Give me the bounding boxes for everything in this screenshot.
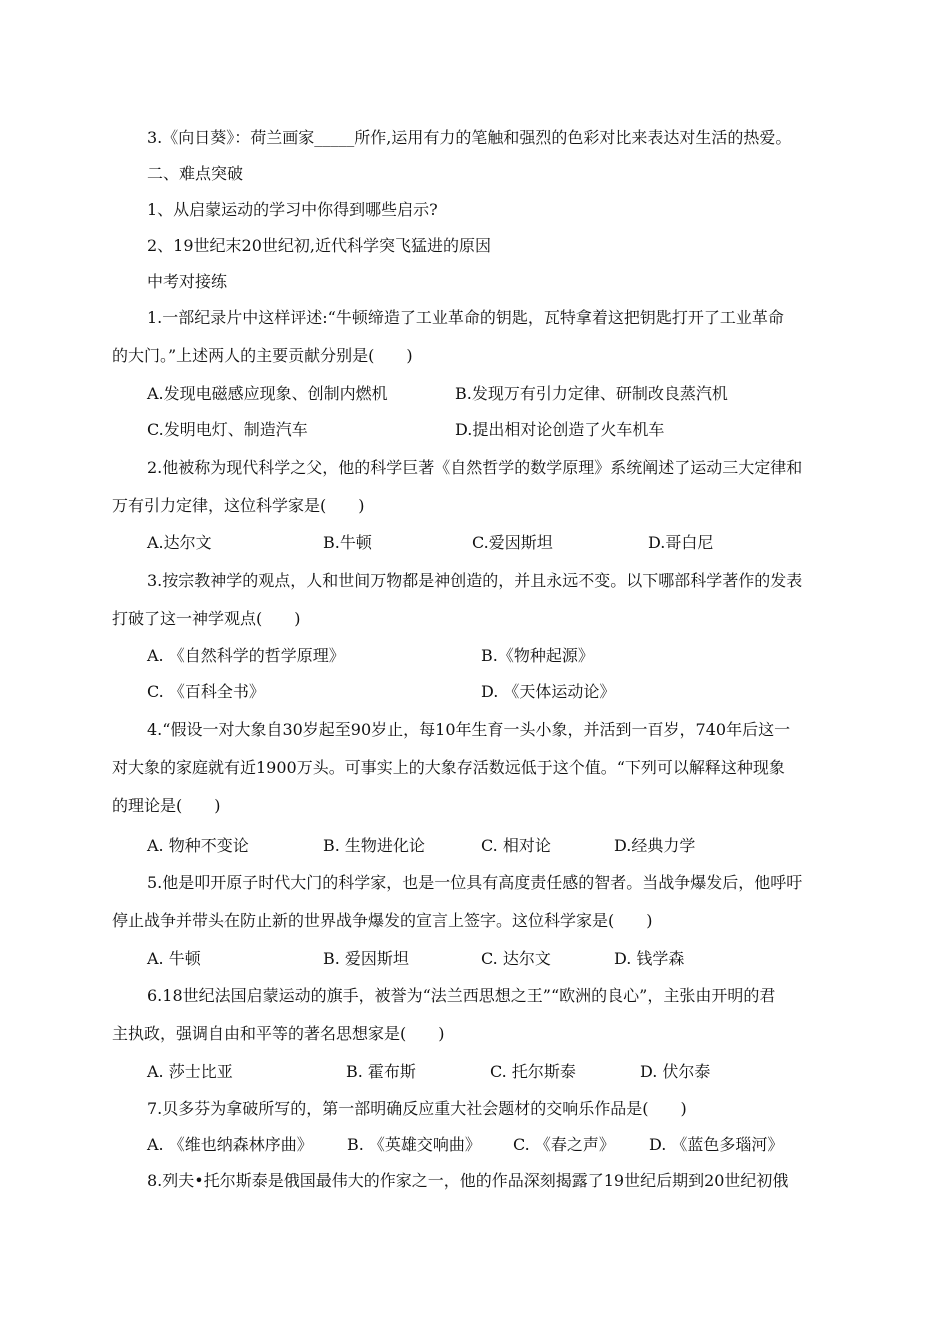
question-2-option-a: A.达尔文 [147, 533, 212, 552]
question-3-option-a: A. 《自然科学的哲学原理》 [147, 646, 345, 665]
question-4-option-c: C. 相对论 [481, 836, 551, 855]
question-1-option-b: B.发现万有引力定律、研制改良蒸汽机 [455, 384, 728, 403]
question-5-stem-cont: 停止战争并带头在防止新的世界战争爆发的宣言上签字。这位科学家是( ) [112, 911, 653, 930]
question-2-stem-cont: 万有引力定律，这位科学家是( ) [112, 496, 365, 515]
question-6-option-c: C. 托尔斯泰 [490, 1062, 576, 1081]
question-7-option-b: B. 《英雄交响曲》 [347, 1135, 481, 1154]
question-2-option-c: C.爱因斯坦 [472, 533, 553, 552]
question-1-stem-cont: 的大门。”上述两人的主要贡献分别是( ) [112, 346, 413, 365]
practice-heading: 中考对接练 [147, 272, 228, 291]
question-6-option-d: D. 伏尔泰 [640, 1062, 711, 1081]
question-3-option-d: D. 《天体运动论》 [481, 682, 616, 701]
question-3-option-b: B.《物种起源》 [481, 646, 594, 665]
question-6-stem: 6.18世纪法国启蒙运动的旗手，被誉为“法兰西思想之王”“欧洲的良心”，主张由开明的君 [147, 986, 776, 1005]
question-2-stem: 2.他被称为现代科学之父，他的科学巨著《自然哲学的数学原理》系统阐述了运动三大定律和 [147, 458, 803, 477]
question-5-option-a: A. 牛顿 [147, 949, 201, 968]
question-3-option-c: C. 《百科全书》 [147, 682, 265, 701]
question-4-stem: 4.“假设一对大象自30岁起至90岁止，每10年生育一头小象，并活到一百岁，740年后这一 [147, 720, 791, 739]
question-4-stem-cont-2: 的理论是( ) [112, 796, 221, 815]
question-5-option-d: D. 钱学森 [614, 949, 685, 968]
question-6-option-a: A. 莎士比亚 [147, 1062, 233, 1081]
question-6-option-b: B. 霍布斯 [346, 1062, 416, 1081]
question-4-stem-cont: 对大象的家庭就有近1900万头。可事实上的大象存活数远低于这个值。“下列可以解释这种现象 [112, 758, 785, 777]
sunflower-question: 3.《向日葵》：荷兰画家_____所作,运用有力的笔触和强烈的色彩对比来表达对生活的热爱。 [147, 128, 792, 147]
question-3-stem-cont: 打破了这一神学观点( ) [112, 609, 301, 628]
question-1-option-c: C.发明电灯、制造汽车 [147, 420, 308, 439]
difficulty-item-2: 2、19世纪末20世纪初,近代科学突飞猛进的原因 [147, 236, 491, 255]
question-5-option-b: B. 爱因斯坦 [323, 949, 409, 968]
question-1-stem: 1.一部纪录片中这样评述:“牛顿缔造了工业革命的钥匙，瓦特拿着这把钥匙打开了工业革命 [147, 308, 784, 327]
section-heading: 二、难点突破 [147, 164, 244, 183]
question-7-option-c: C. 《春之声》 [513, 1135, 615, 1154]
question-7-option-a: A. 《维也纳森林序曲》 [147, 1135, 313, 1154]
question-7-stem: 7.贝多芬为拿破所写的，第一部明确反应重大社会题材的交响乐作品是( ) [147, 1099, 687, 1118]
question-8-stem: 8.列夫•托尔斯泰是俄国最伟大的作家之一，他的作品深刻揭露了19世纪后期到20世纪初俄 [147, 1171, 789, 1190]
question-2-option-d: D.哥白尼 [648, 533, 714, 552]
question-5-stem: 5.他是叩开原子时代大门的科学家，也是一位具有高度责任感的智者。当战争爆发后，他呼吁 [147, 873, 803, 892]
question-4-option-d: D.经典力学 [614, 836, 696, 855]
question-7-option-d: D. 《蓝色多瑙河》 [649, 1135, 784, 1154]
question-5-option-c: C. 达尔文 [481, 949, 551, 968]
question-6-stem-cont: 主执政，强调自由和平等的著名思想家是( ) [112, 1024, 445, 1043]
question-2-option-b: B.牛顿 [323, 533, 372, 552]
question-4-option-a: A. 物种不变论 [147, 836, 249, 855]
question-1-option-a: A.发现电磁感应现象、创制内燃机 [147, 384, 388, 403]
difficulty-item-1: 1、从启蒙运动的学习中你得到哪些启示? [147, 200, 438, 219]
question-1-option-d: D.提出相对论创造了火车机车 [455, 420, 665, 439]
question-3-stem: 3.按宗教神学的观点，人和世间万物都是神创造的，并且永远不变。以下哪部科学著作的发表 [147, 571, 803, 590]
question-4-option-b: B. 生物进化论 [323, 836, 425, 855]
